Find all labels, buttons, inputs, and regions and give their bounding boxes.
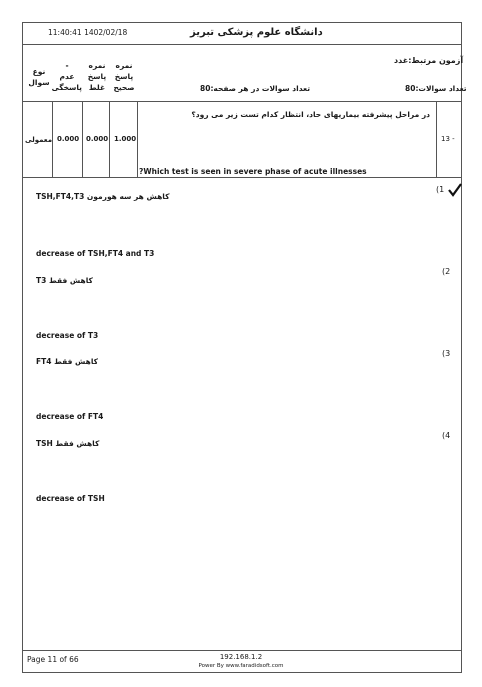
footer-divider [22,650,462,651]
total-questions: تعداد سوالات:80 [405,84,467,93]
university-title: دانشگاه علوم پزشکی تبریز [190,27,323,38]
question-type: معمولی [25,136,53,144]
option-2-fa: کاهش فقط T3 [36,276,93,285]
timestamp: 11:40:41 1402/02/18 [48,28,128,37]
option-1-fa: کاهش هر سه هورمون TSH,FT4,T3 [36,192,170,201]
option-2-en: decrease of T3 [36,331,99,340]
correct-score: 1.000 [114,135,137,143]
col-wrong-header: نمره پاسخ غلط [87,61,107,92]
col-divider [436,101,437,177]
col-type-header: نوع سوال [28,67,50,87]
option-2-number: (2 [442,267,451,276]
option-1-en: decrease of TSH,FT4 and T3 [36,249,155,258]
page-number: Page 11 of 66 [27,655,79,664]
unanswered-score: 0.000 [57,135,80,143]
col-correct-header: نمره پاسخ صحیح [113,61,135,92]
page-frame [22,22,462,673]
exam-title: آزمون مرتبط:غدد [394,56,464,65]
check-icon [448,182,462,196]
col-divider [137,101,138,177]
option-3-number: (3 [442,349,451,358]
option-4-fa: کاهش فقط TSH [36,439,100,448]
question-number: 13 - [441,135,455,143]
option-4-en: decrease of TSH [36,494,105,503]
header-divider [22,44,462,45]
option-3-en: decrease of FT4 [36,412,104,421]
wrong-score: 0.000 [86,135,109,143]
col-divider [82,101,83,177]
option-3-fa: کاهش فقط FT4 [36,357,99,366]
table-top-line [22,101,462,102]
col-divider [52,101,53,177]
col-unanswered-header: - عدم پاسخگی [51,61,82,92]
option-1-number: (1 [436,185,445,194]
powered-by: Power By www.faradidsoft.com [198,663,284,669]
per-page-count: تعداد سوالات در هر صفحه:80 [200,84,311,93]
server-ip: 192.168.1.2 [219,653,263,661]
table-bottom-line [22,177,462,178]
option-4-number: (4 [442,431,451,440]
col-divider [109,101,110,177]
question-text-fa: در مراحل پیشرفته بیماریهای حاد، انتظار کدام تست زیر می رود؟ [191,110,430,119]
question-text-en: ?Which test is seen in severe phase of acute illnesses [139,167,367,176]
